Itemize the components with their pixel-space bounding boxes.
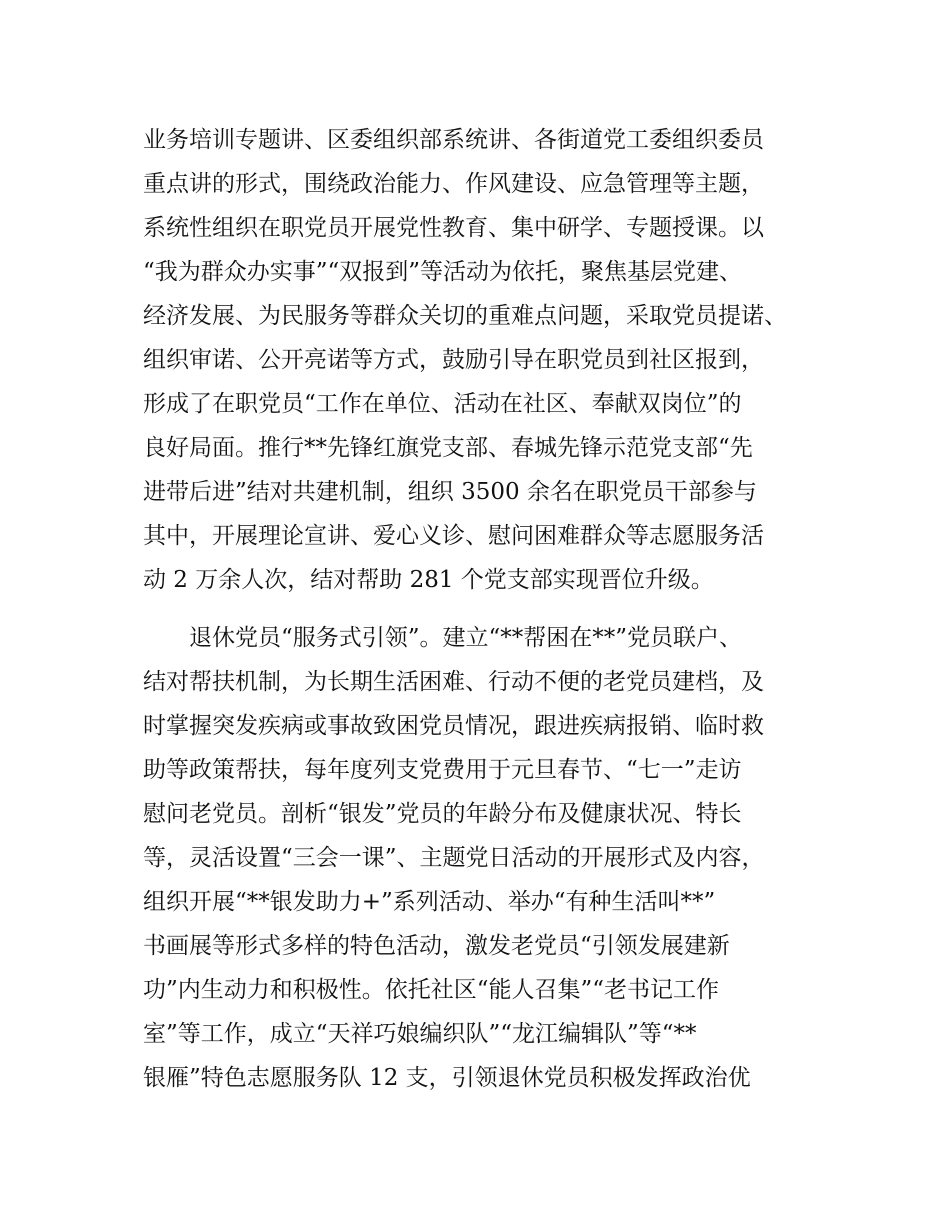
text-line: 经济发展、为民服务等群众关切的重难点问题，采取党员提诺、 <box>143 303 787 329</box>
paragraph-spacer <box>143 602 843 616</box>
text-line: 重点讲的形式，围绕政治能力、作风建设、应急管理等主题， <box>143 171 764 197</box>
text-line: “我为群众办实事”“双报到”等活动为依托，聚焦基层党建、 <box>143 259 743 285</box>
text-line: 形成了在职党员“工作在单位、活动在社区、奉献双岗位”的 <box>143 391 742 417</box>
text-line: 时掌握突发疾病或事故致困党员情况，跟进疾病报销、临时救 <box>143 713 764 739</box>
text-line: 动 2 万余人次，结对帮助 281 个党支部实现晋位升级。 <box>143 567 714 593</box>
text-line: 结对帮扶机制，为长期生活困难、行动不便的老党员建档，及 <box>143 669 764 695</box>
paragraph-in-service-members <box>143 118 843 602</box>
text-line: 良好局面。推行**先锋红旗党支部、春城先锋示范党支部“先 <box>143 435 753 461</box>
text-line: 功”内生动力和积极性。依托社区“能人召集”“老书记工作 <box>143 977 720 1003</box>
text-line: 退休党员“服务式引领”。建立“**帮困在**”党员联户、 <box>189 625 743 651</box>
text-line: 银雁”特色志愿服务队 12 支，引领退休党员积极发挥政治优 <box>143 1065 751 1091</box>
text-line: 其中，开展理论宣讲、爱心义诊、慰问困难群众等志愿服务活 <box>143 523 764 549</box>
text-line: 室”等工作，成立“天祥巧娘编织队”“龙江编辑队”等“** <box>143 1021 697 1047</box>
text-line: 助等政策帮扶，每年度列支党费用于元旦春节、“七一”走访 <box>143 757 742 783</box>
paragraph-retired-members <box>143 616 843 1100</box>
text-line: 系统性组织在职党员开展党性教育、集中研学、专题授课。以 <box>143 215 764 241</box>
text-line: 等，灵活设置“三会一课”、主题党日活动的开展形式及内容， <box>143 845 765 871</box>
text-line: 慰问老党员。剖析“银发”党员的年龄分布及健康状况、特长 <box>143 801 742 827</box>
text-line: 组织审诺、公开亮诺等方式，鼓励引导在职党员到社区报到， <box>143 347 764 373</box>
text-line: 进带后进”结对共建机制，组织 3500 余名在职党员干部参与 <box>143 479 757 505</box>
text-line: 书画展等形式多样的特色活动，激发老党员“引领发展建新 <box>143 933 730 959</box>
text-line: 业务培训专题讲、区委组织部系统讲、各街道党工委组织委员 <box>143 127 764 153</box>
document-body <box>143 118 843 1100</box>
text-line: 组织开展“**银发助力+”系列活动、举办“有种生活叫**” <box>143 889 716 915</box>
